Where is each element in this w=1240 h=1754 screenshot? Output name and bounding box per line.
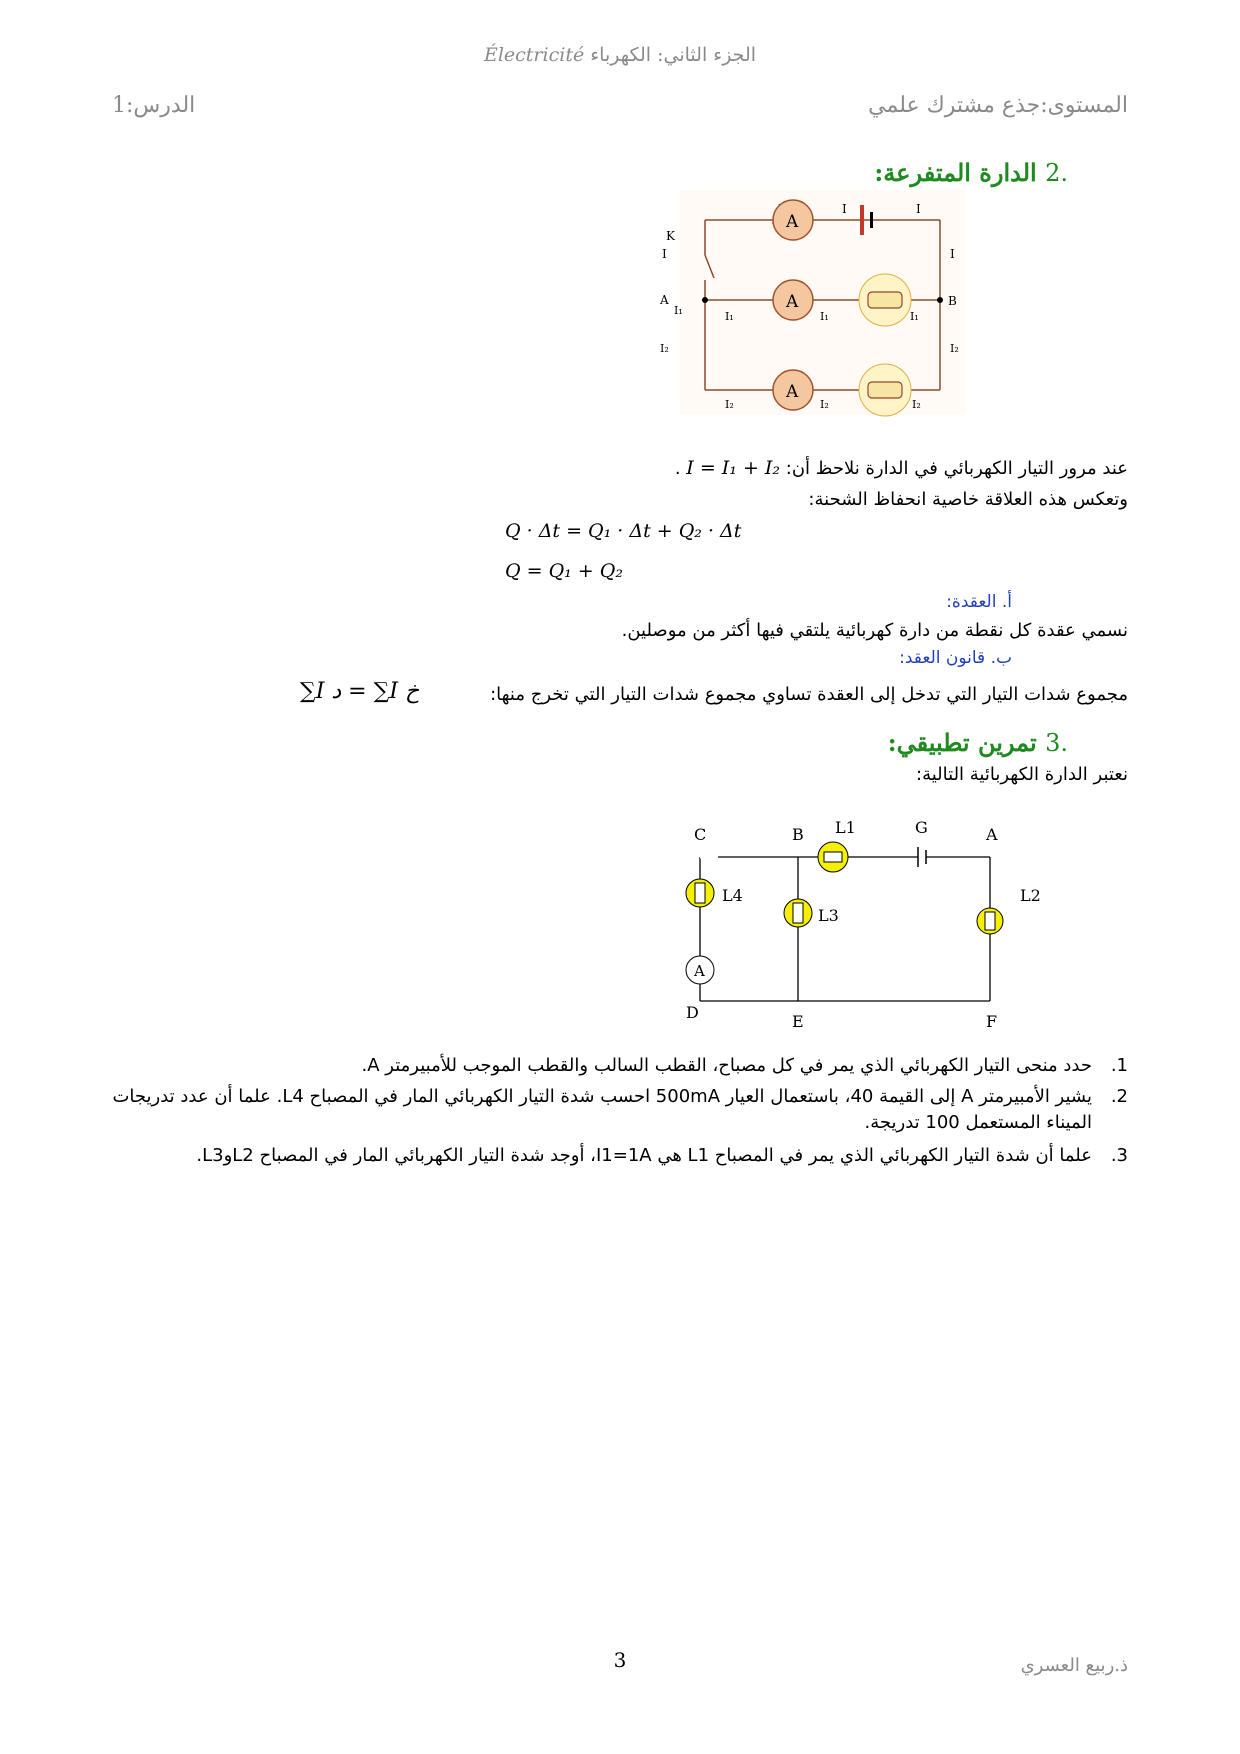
node-law-text: مجموع شدات التيار التي تدخل إلى العقدة تساوي مجموع شدات التيار التي تخرج منها: [490, 684, 1128, 705]
node-a-dot [702, 297, 708, 303]
label-i-top-right: I [916, 202, 921, 216]
question2-text: يشير الأمبيرمتر A إلى القيمة 40، باستعمال العيار 500mA احسب شدة التيار الكهربائي المار في المصباح L4. علما أن عدد تدريجات الميناء المستعمل 100 تدريجة. [112, 1086, 1092, 1133]
ammeter-main-label: A [786, 212, 799, 232]
equation-charge-sum: Q = Q₁ + Q₂ [505, 560, 623, 582]
label-k: K [666, 229, 675, 243]
label-i2-left: I₂ [660, 342, 669, 355]
question1-number: .1 [1110, 1055, 1128, 1076]
question1-text: حدد منحى التيار الكهربائي الذي يمر في كل مصباح، القطب السالب والقطب الموجب للأمبيرمتر A. [361, 1055, 1092, 1076]
section2-heading [568, 158, 1068, 187]
label-e: E [792, 1012, 804, 1031]
question3-text: علما أن شدة التيار الكهربائي الذي يمر في المصباح L1 هي I1=1A، أوجد شدة التيار الكهربائي المار في المصباح L2وL3. [196, 1145, 1092, 1166]
label-f: F [986, 1012, 998, 1031]
node-definition: نسمي عقدة كل نقطة من دارة كهربائية يلتقي فيها أكثر من موصلين. [621, 620, 1128, 641]
equation-charge-time: Q · Δt = Q₁ · Δt + Q₂ · Δt [505, 520, 742, 542]
page-number: 3 [613, 1648, 627, 1672]
section3-heading [568, 728, 1068, 757]
label-a: A [986, 825, 998, 844]
equation-current-sum: I = I₁ + I₂ [686, 457, 781, 479]
parallel-circuit-diagram [660, 190, 965, 415]
label-node-a: A [660, 293, 669, 307]
subheading-node: أ. العقدة: [946, 592, 1012, 612]
section2-title: الدارة المتفرعة: [874, 158, 1037, 187]
ammeter-branch1-label: A [786, 292, 799, 312]
label-i2-a: I₂ [725, 398, 734, 411]
label-i1-d: I₁ [910, 310, 919, 323]
exercise-circuit-diagram [670, 805, 1050, 1035]
label-g: G [915, 818, 928, 837]
node-law-formula: ∑I د = ∑I خ [300, 679, 420, 704]
label-i-top-mid: I [842, 202, 847, 216]
header-lesson: الدرس:1 [112, 93, 196, 118]
label-c: C [694, 825, 707, 844]
node-b-dot [937, 297, 943, 303]
label-l4: L4 [722, 886, 743, 905]
label-node-b: B [948, 294, 957, 308]
label-i2-c: I₂ [912, 398, 921, 411]
question3-number: .3 [1110, 1145, 1128, 1166]
label-l3: L3 [818, 906, 839, 925]
label-i1-b: I₁ [725, 310, 734, 323]
footer-author: ذ.ربيع العسري [1020, 1655, 1128, 1676]
ammeter-branch2-label: A [786, 382, 799, 402]
subheading-node-law: ب. قانون العقد: [899, 648, 1012, 668]
label-i-right: I [950, 247, 955, 261]
battery-minus-plate [870, 212, 873, 228]
label-i1-a: I₁ [674, 304, 683, 317]
section2-number: .2 [1045, 159, 1068, 187]
section2-text2: وتعكس هذه العلاقة خاصية انحفاظ الشحنة: [808, 489, 1128, 510]
section2-text1: عند مرور التيار الكهربائي في الدارة نلاحظ أن: I = I₁ + I₂ . [674, 457, 1128, 479]
label-i2-right: I₂ [950, 342, 959, 355]
header-part-title: الجزء الثاني: الكهرباء Électricité [483, 44, 757, 66]
label-d: D [686, 1003, 699, 1022]
label-i-left: I [662, 247, 667, 261]
label-i1-c: I₁ [820, 310, 829, 323]
section3-number: .3 [1045, 729, 1068, 757]
section3-title: تمرين تطبيقي: [887, 728, 1037, 757]
label-l2: L2 [1020, 886, 1041, 905]
label-i2-b: I₂ [820, 398, 829, 411]
section3-intro: نعتبر الدارة الكهربائية التالية: [916, 764, 1128, 785]
battery-plus-plate [860, 205, 864, 235]
label-l1: L1 [835, 818, 856, 837]
ammeter-a-label: A [694, 962, 705, 980]
question2-number: .2 [1110, 1086, 1128, 1107]
label-b: B [792, 825, 804, 844]
header-level: المستوى:جذع مشترك علمي [868, 93, 1128, 118]
